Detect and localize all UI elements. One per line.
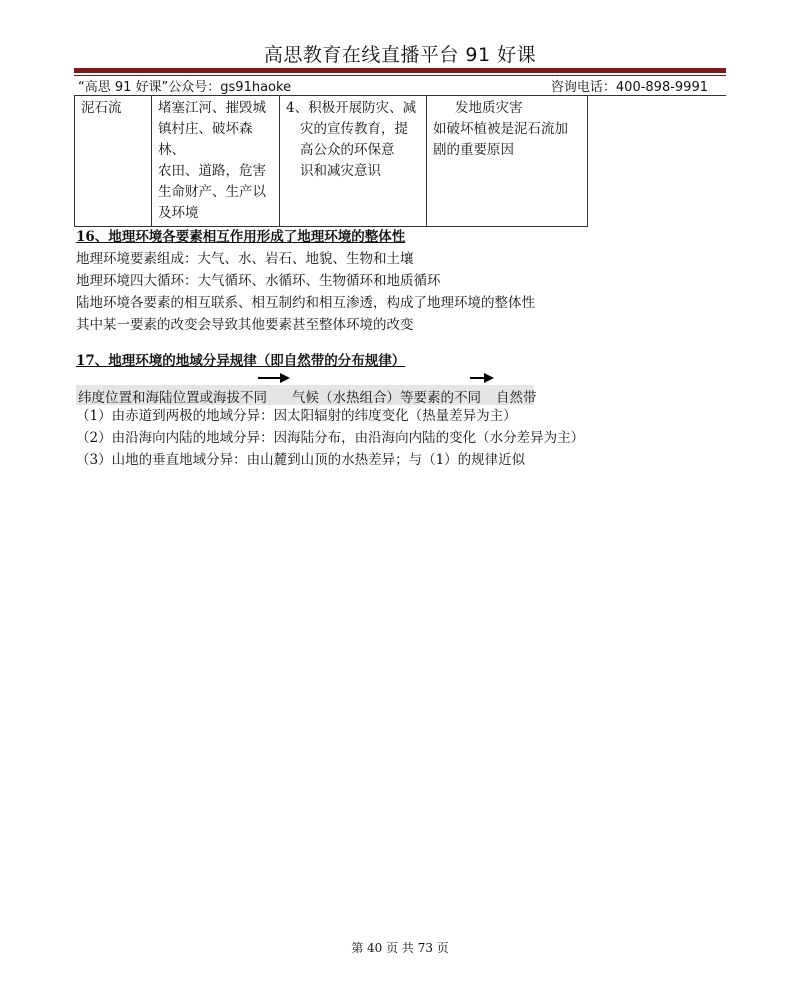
page-header-title: 高思教育在线直播平台 91 好课 [263,44,537,66]
section-17 [76,350,405,372]
hazard-measures-cell [280,96,427,227]
table-row [75,96,588,227]
section-16-line: 地理环境要素组成：大气、水、岩石、地貌、生物和土壤 [76,251,414,267]
measures-line: 识和减灾意识 [300,163,381,179]
list-item: （3）山地的垂直地域分异：由山麓到山顶的水热差异；与（1）的规律近似 [76,452,526,468]
measures-line: 4、积极开展防灾、减 [286,100,417,116]
impact-line: 及环境 [158,205,199,221]
measures-line: 高公众的环保意 [300,142,395,158]
measures-line: 灾的宣传教育，提 [300,121,408,137]
section-16-title: 16、地理环境各要素相互作用形成了地理环境的整体性 [76,229,406,245]
right-arrow-icon [470,372,494,384]
list-item: （1）由赤道到两极的地域分异：因太阳辐射的纬度变化（热量差异为主） [76,408,517,424]
section-16-line: 地理环境四大循环：大气循环、水循环、生物循环和地质循环 [76,273,441,289]
hazard-impact-cell [152,96,280,227]
section-16 [76,226,535,336]
chain-part-2: 气候（水热组合）等要素的不同 [292,390,481,406]
impact-line: 堵塞江河、摧毁城 [158,100,266,116]
impact-line: 农田、道路，危害 [158,163,266,179]
section-16-line: 其中某一要素的改变会导致其他要素甚至整体环境的改变 [76,317,414,333]
header-rule-thick [74,68,726,73]
causes-line: 剧的重要原因 [433,142,514,158]
hazard-name-cell [75,96,152,227]
list-item: （2）由沿海向内陆的地域分异：因海陆分布，由沿海向内陆的变化（水分差异为主） [76,430,585,446]
right-arrow-icon [258,372,290,384]
hazard-causes-cell [427,96,588,227]
causal-chain [76,385,537,406]
section-17-title: 17、地理环境的地域分异规律（即自然带的分布规律） [76,353,406,369]
hazard-name: 泥石流 [81,100,122,116]
causes-line: 发地质灾害 [455,100,523,116]
impact-line: 镇村庄、破坏森林、 [158,121,253,158]
impact-line: 生命财产、生产以 [158,184,266,200]
page-number: 第 40 页 共 73 页 [351,941,449,955]
hazard-table [74,95,588,227]
chain-part-1: 纬度位置和海陆位置或海拔不同 [78,390,267,406]
wechat-account-text: “高思 91 好课”公众号：gs91haoke [78,80,292,95]
causes-line: 如破坏植被是泥石流加 [433,121,568,137]
chain-part-3: 自然带 [496,390,537,406]
section-16-line: 陆地环境各要素的相互联系、相互制约和相互渗透，构成了地理环境的整体性 [76,295,535,311]
contact-phone-text: 咨询电话：400-898-9991 [550,80,708,95]
zonation-list [76,405,584,471]
